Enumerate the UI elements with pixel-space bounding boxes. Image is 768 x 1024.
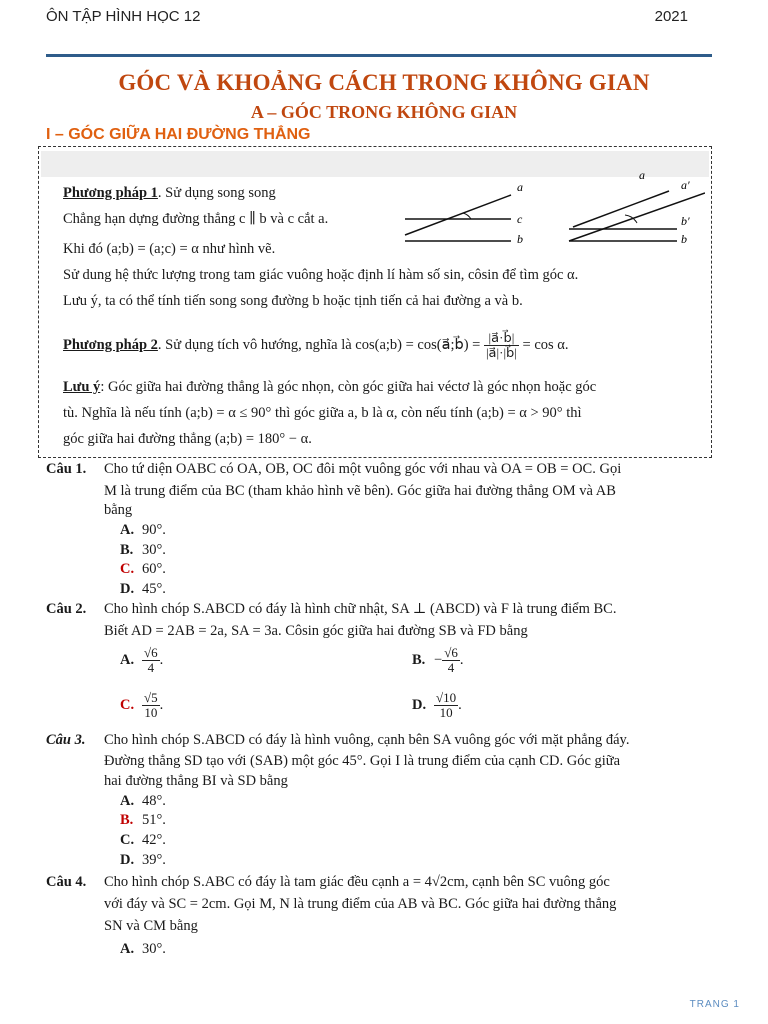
fig1-label-a: a — [517, 180, 523, 194]
option-key: A. — [120, 522, 135, 538]
option-key: C. — [120, 561, 135, 577]
option-numerator: √10 — [436, 690, 457, 705]
fig1-label-b: b — [517, 232, 523, 246]
fig2-label-a-prime: a′ — [681, 178, 690, 192]
option-key: C. — [120, 832, 135, 848]
method-2-denominator: |a⃗|·|b⃗| — [485, 345, 517, 361]
question-4-line3: SN và CM bằng — [104, 918, 198, 934]
header-rule — [46, 54, 712, 57]
option-key: B. — [120, 812, 134, 828]
option-numerator: √6 — [444, 645, 458, 660]
method-2-numerator: |a⃗·b⃗| — [484, 331, 519, 346]
question-4-line2: với đáy và SC = 2cm. Gọi M, N là trung điểm của AB và BC. Góc giữa hai đường thẳng — [104, 896, 617, 912]
option-fraction — [142, 646, 160, 676]
method-2-line — [63, 331, 569, 361]
question-1-line3: bằng — [104, 502, 133, 518]
note-label: Lưu ý — [63, 379, 101, 395]
question-2-option-a[interactable]: A. $\frac{√6}{4}$ . — [120, 645, 164, 676]
question-3-option-c[interactable] — [120, 832, 166, 849]
option-denominator: 4 — [147, 660, 155, 676]
option-denominator: 10 — [144, 705, 158, 721]
option-text: 48°. — [142, 793, 166, 809]
option-numerator: √5 — [144, 690, 158, 705]
question-2-option-c[interactable]: C. $\frac{√5}{10}$ . — [120, 690, 164, 721]
option-key: B. — [412, 652, 426, 669]
fig2-label-a: a — [639, 168, 645, 182]
option-text: 30°. — [142, 542, 166, 558]
question-2-option-d[interactable]: D. $\frac{√10}{10}$ . — [412, 690, 462, 721]
method-1-line — [63, 185, 276, 202]
note-line1 — [63, 379, 596, 396]
question-1-option-b[interactable] — [120, 542, 166, 559]
option-denominator: 10 — [439, 705, 453, 721]
option-fraction — [142, 691, 160, 721]
option-key: D. — [120, 581, 135, 597]
question-2-line1 — [46, 601, 616, 618]
option-fraction — [442, 646, 460, 676]
fig2-label-b-prime: b′ — [681, 214, 690, 228]
question-3-option-a[interactable] — [120, 793, 166, 810]
option-text: 60°. — [142, 561, 166, 577]
option-text: 42°. — [142, 832, 166, 848]
question-1-line1 — [46, 461, 621, 478]
option-numerator: √6 — [144, 645, 158, 660]
method-1-line2: Chẳng hạn dựng đường thẳng c ∥ b và c cắt a. — [63, 211, 329, 227]
question-1-label: Câu 1. — [46, 461, 87, 477]
question-1-option-d[interactable] — [120, 581, 166, 598]
question-1-text1: Cho tứ diện OABC có OA, OB, OC đôi một vuông góc với nhau và OA = OB = OC. Gọi — [104, 461, 622, 477]
method-box — [38, 146, 712, 458]
page-footer: TRANG 1 — [689, 999, 740, 1010]
fig2-label-b: b — [681, 232, 687, 246]
question-3-line3: hai đường thẳng BI và SD bằng — [104, 773, 288, 789]
question-2-text1: Cho hình chóp S.ABCD có đáy là hình chữ nhật, SA ⊥ (ABCD) và F là trung điểm BC. — [104, 601, 617, 617]
question-4-line1 — [46, 874, 610, 891]
method-2-label: Phương pháp 2 — [63, 337, 158, 354]
page-title: GÓC VÀ KHOẢNG CÁCH TRONG KHÔNG GIAN — [118, 70, 650, 95]
option-key: A. — [120, 793, 135, 809]
question-2-line2: Biết AD = 2AB = 2a, SA = 3a. Côsin góc giữa hai đường SB và FD bằng — [104, 623, 528, 639]
question-3-option-b[interactable] — [120, 812, 166, 829]
option-denominator: 4 — [447, 660, 455, 676]
option-text: 51°. — [142, 812, 166, 828]
question-3-option-d[interactable] — [120, 852, 166, 869]
question-2-option-b[interactable]: B. − $\frac{√6}{4}$ . — [412, 645, 464, 676]
page-header-left: ÔN TẬP HÌNH HỌC 12 — [46, 8, 201, 25]
option-key: D. — [120, 852, 135, 868]
option-key: A. — [120, 652, 135, 669]
question-3-text1: Cho hình chóp S.ABCD có đáy là hình vuông, cạnh bên SA vuông góc với mặt phẳng đáy. — [104, 732, 630, 748]
method-1-line5: Lưu ý, ta có thể tính tiến song song đường b hoặc tịnh tiến cả hai đường a và b. — [63, 293, 523, 309]
method-1-label: Phương pháp 1 — [63, 185, 158, 201]
method-1-line3: Khi đó (a;b) = (a;c) = α như hình vẽ. — [63, 241, 276, 257]
option-text: 39°. — [142, 852, 166, 868]
option-text: 45°. — [142, 581, 166, 597]
question-3-line2: Đường thẳng SD tạo với (SAB) một góc 45°. Gọi I là trung điểm của cạnh CD. Góc giữa — [104, 753, 621, 769]
question-1-option-a[interactable] — [120, 522, 166, 539]
option-key: C. — [120, 697, 135, 714]
question-4-label: Câu 4. — [46, 874, 87, 890]
fig1-label-c: c — [517, 212, 523, 226]
question-1-option-c[interactable] — [120, 561, 166, 578]
option-sign: − — [434, 652, 443, 669]
note-line2: tù. Nghĩa là nếu tính (a;b) = α ≤ 90° thì góc giữa a, b là α, còn nếu tính (a;b) = α > 90° thì — [63, 405, 582, 421]
page-header-right: 2021 — [654, 8, 688, 25]
page-subtitle: A – GÓC TRONG KHÔNG GIAN — [250, 102, 518, 122]
note-text1: : Góc giữa hai đường thẳng là góc nhọn, còn góc giữa hai véctơ là góc nhọn hoặc góc — [100, 379, 597, 395]
figure-translate-both — [565, 167, 705, 253]
note-line3: góc giữa hai đường thẳng (a;b) = 180° − α. — [63, 431, 312, 447]
method-2-fraction — [484, 331, 519, 361]
section-heading: I – GÓC GIỮA HAI ĐƯỜNG THẲNG — [46, 126, 311, 143]
method-2-tail: = cos α. — [522, 337, 569, 354]
option-key: B. — [120, 542, 134, 558]
figure-translate-b — [401, 175, 541, 253]
method-1-text: . Sử dụng song song — [157, 185, 276, 201]
question-1-line2: M là trung điểm của BC (tham khảo hình vẽ bên). Góc giữa hai đường thẳng OM và AB — [104, 483, 616, 499]
method-1-line4: Sử dung hệ thức lượng trong tam giác vuông hoặc định lí hàm số sin, côsin để tìm góc α. — [63, 267, 579, 283]
question-2-label: Câu 2. — [46, 601, 87, 617]
option-fraction — [434, 691, 458, 721]
option-text: 30°. — [142, 941, 166, 957]
question-3-label: Câu 3. — [46, 732, 86, 748]
question-4-text1: Cho hình chóp S.ABC có đáy là tam giác đều cạnh a = 4√2cm, cạnh bên SC vuông góc — [104, 874, 610, 890]
option-key: D. — [412, 697, 427, 714]
question-3-line1 — [46, 732, 629, 749]
option-text: 90°. — [142, 522, 166, 538]
option-key: A. — [120, 941, 135, 957]
question-4-option-a[interactable] — [120, 941, 166, 958]
method-2-text: . Sử dụng tích vô hướng, nghĩa là cos(a;b) = cos(a⃗;b⃗) = — [157, 337, 481, 354]
